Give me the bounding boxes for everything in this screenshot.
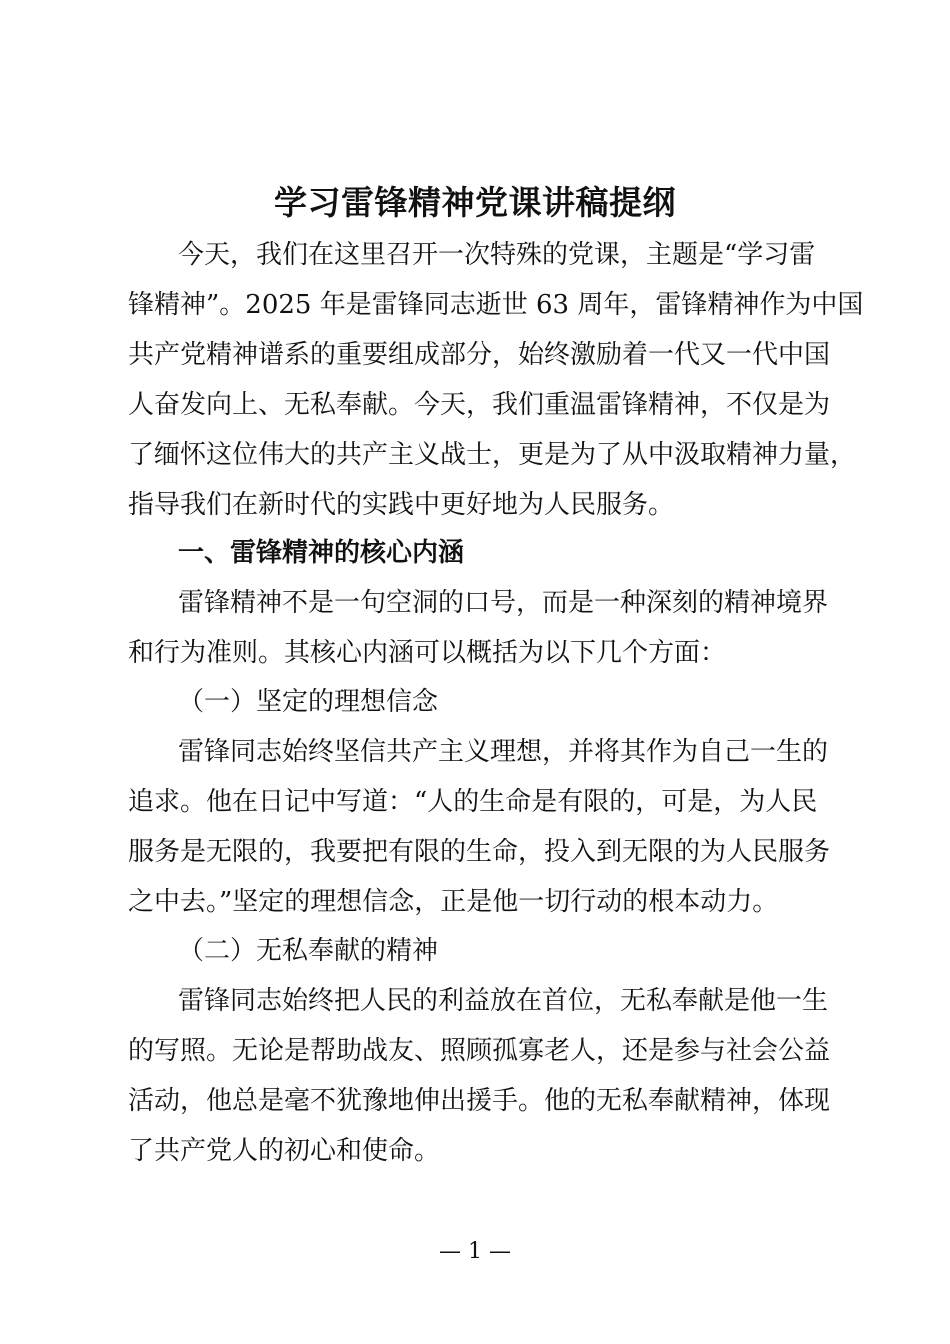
subsection-heading: （一）坚定的理想信念 (178, 687, 439, 717)
paragraph-line: 了缅怀这位伟大的共产主义战士，更是为了从中汲取精神力量， (128, 440, 857, 470)
paragraph-line: 锋精神”。2025 年是雷锋同志逝世 63 周年，雷锋精神作为中国 (128, 290, 864, 320)
paragraph-line: 雷锋同志始终坚信共产主义理想，并将其作为自己一生的 (178, 737, 829, 767)
paragraph-line: 共产党精神谱系的重要组成部分，始终激励着一代又一代中国 (128, 340, 831, 370)
paragraph-line: 追求。他在日记中写道：“人的生命是有限的，可是，为人民 (128, 787, 818, 817)
paragraph-line: 的写照。无论是帮助战友、照顾孤寡老人，还是参与社会公益 (128, 1036, 831, 1066)
paragraph-line: 雷锋精神不是一句空洞的口号，而是一种深刻的精神境界 (178, 588, 829, 618)
paragraph-line: 人奋发向上、无私奉献。今天，我们重温雷锋精神，不仅是为 (128, 390, 831, 420)
paragraph-line: 活动，他总是毫不犹豫地伸出援手。他的无私奉献精神，体现 (128, 1086, 831, 1116)
document-title: 学习雷锋精神党课讲稿提纲 (274, 183, 676, 222)
paragraph-line: 之中去。”坚定的理想信念，正是他一切行动的根本动力。 (128, 887, 779, 917)
paragraph-line: 了共产党人的初心和使命。 (128, 1136, 441, 1166)
section-heading: 一、雷锋精神的核心内涵 (178, 538, 465, 568)
paragraph-line: 指导我们在新时代的实践中更好地为人民服务。 (128, 490, 675, 520)
paragraph-line: 服务是无限的，我要把有限的生命，投入到无限的为人民服务 (128, 837, 831, 867)
paragraph-line: 今天，我们在这里召开一次特殊的党课，主题是“学习雷 (178, 240, 816, 270)
paragraph-line: 雷锋同志始终把人民的利益放在首位，无私奉献是他一生 (178, 986, 829, 1016)
page-number: — 1 — (439, 1239, 511, 1264)
paragraph-line: 和行为准则。其核心内涵可以概括为以下几个方面： (128, 638, 727, 668)
subsection-heading: （二）无私奉献的精神 (178, 936, 439, 966)
